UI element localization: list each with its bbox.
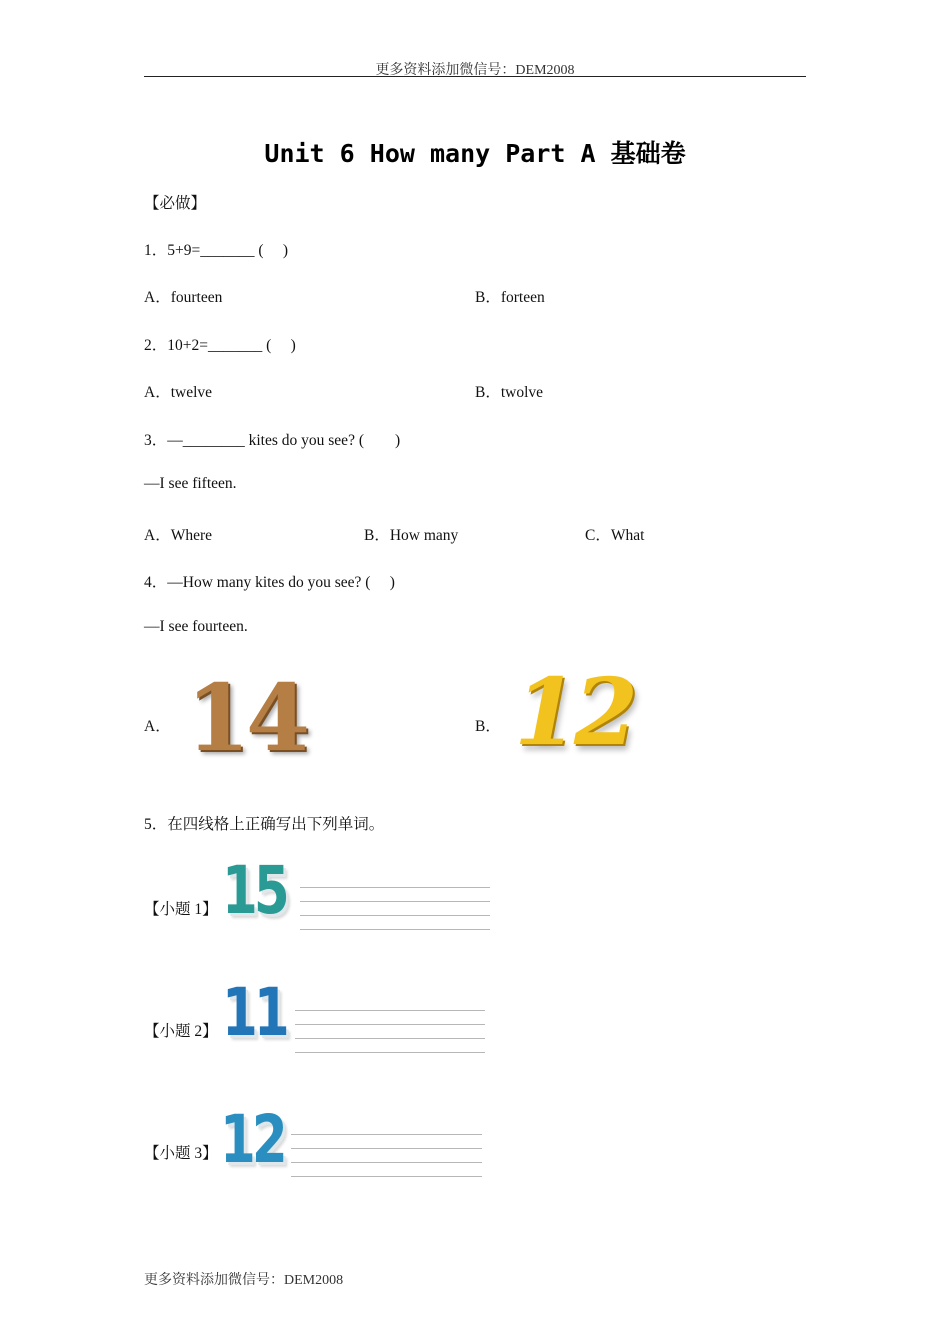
- four-line-grid-3[interactable]: [291, 1134, 482, 1178]
- question-1-option-a[interactable]: A．fourteen: [144, 289, 223, 306]
- question-3-answer-line: —I see fifteen.: [144, 475, 237, 492]
- question-4-option-a-label[interactable]: A．: [144, 718, 171, 735]
- sub-question-1-label: 【小题 1】: [144, 901, 218, 918]
- question-4-answer-line: —I see fourteen.: [144, 618, 248, 635]
- question-5-stem: 5．在四线格上正确写出下列单词。: [144, 816, 385, 833]
- four-line-grid-1[interactable]: [300, 887, 490, 931]
- question-4-option-b-label[interactable]: B．: [475, 718, 501, 735]
- question-3-option-b[interactable]: B．How many: [364, 527, 459, 544]
- question-1-stem: 1．5+9=_______ ( ): [144, 242, 289, 259]
- question-2-option-b[interactable]: B．twolve: [475, 384, 544, 401]
- question-3-option-c[interactable]: C．What: [585, 527, 645, 544]
- sub-question-3-label: 【小题 3】: [144, 1145, 218, 1162]
- header-divider: [144, 76, 806, 77]
- section-label: 【必做】: [144, 195, 207, 212]
- page-header: 更多资料添加微信号：DEM2008: [375, 63, 575, 78]
- question-3-option-a[interactable]: A．Where: [144, 527, 212, 544]
- question-1-option-b[interactable]: B．forteen: [475, 289, 545, 306]
- question-2-option-a[interactable]: A．twelve: [144, 384, 213, 401]
- four-line-grid-2[interactable]: [295, 1010, 485, 1054]
- question-4-stem: 4．—How many kites do you see? ( ): [144, 574, 395, 591]
- number-11-tile: 11: [222, 974, 286, 1051]
- page-footer: 更多资料添加微信号：DEM2008: [144, 1273, 344, 1288]
- question-2-stem: 2．10+2=_______ ( ): [144, 337, 296, 354]
- page-title: Unit 6 How many Part A 基础卷: [264, 139, 686, 168]
- number-14-image[interactable]: 14: [186, 664, 307, 772]
- number-12-image[interactable]: 12: [514, 658, 635, 766]
- question-3-stem: 3．—________ kites do you see? ( ): [144, 432, 401, 449]
- sub-question-2-label: 【小题 2】: [144, 1023, 218, 1040]
- number-15-tile: 15: [222, 852, 286, 929]
- number-12-tile: 12: [220, 1101, 284, 1178]
